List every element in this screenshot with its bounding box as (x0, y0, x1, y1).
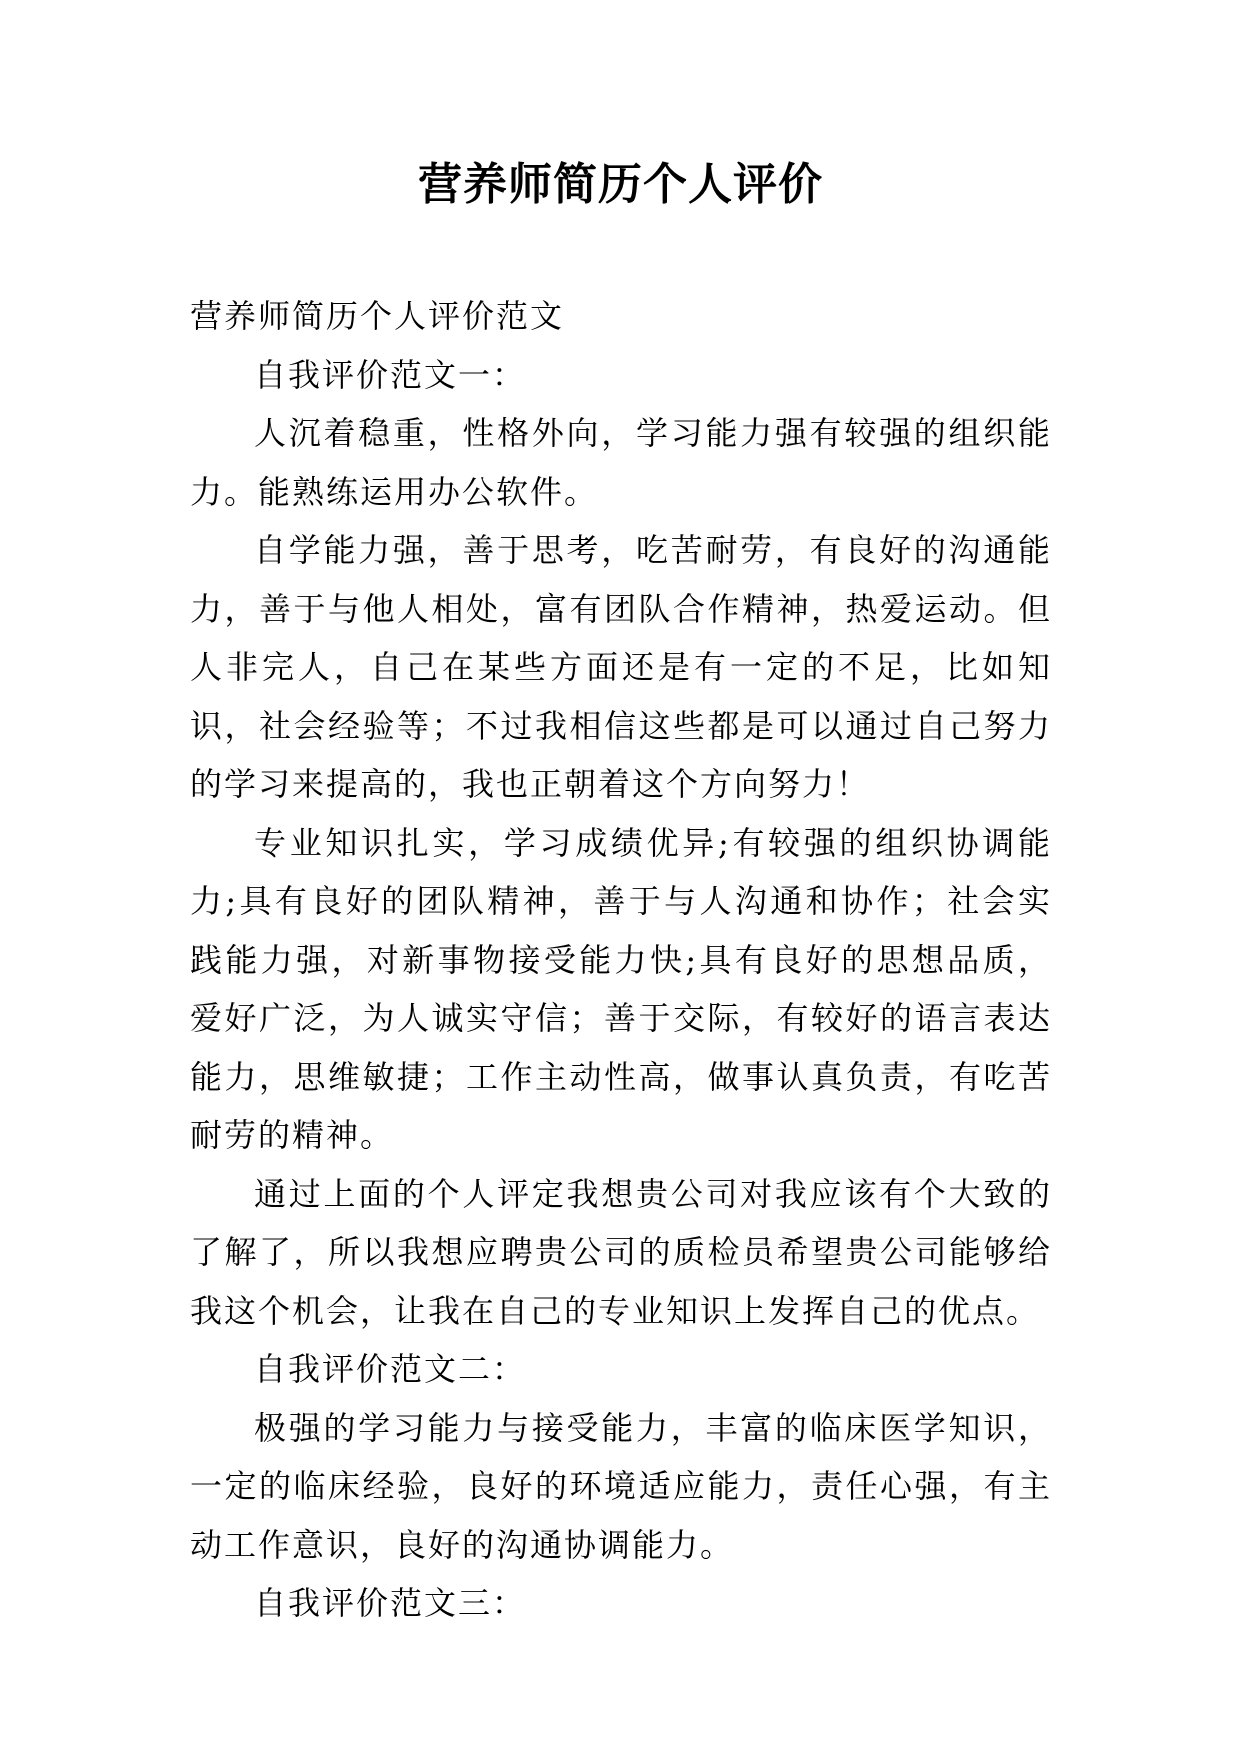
body-paragraph: 自学能力强，善于思考，吃苦耐劳，有良好的沟通能力，善于与他人相处，富有团队合作精神，热爱运动。但人非完人，自己在某些方面还是有一定的不足，比如知识，社会经验等；不过我相信这些都是可以通过自己努力的学习来提高的，我也正朝着这个方向努力！ (190, 531, 1052, 803)
section-heading-example-one: 自我评价范文一： (254, 355, 527, 394)
subtitle-paragraph: 营养师简历个人评价范文 (190, 297, 565, 335)
section-heading-example-two: 自我评价范文二： (254, 1350, 527, 1388)
body-paragraph: 通过上面的个人评定我想贵公司对我应该有个大致的了解了，所以我想应聘贵公司的质检员希望贵公司能够给我这个机会，让我在自己的专业知识上发挥自己的优点。 (190, 1174, 1052, 1330)
body-paragraph: 极强的学习能力与接受能力，丰富的临床医学知识，一定的临床经验，良好的环境适应能力，责任心强，有主动工作意识，良好的沟通协调能力。 (190, 1408, 1052, 1564)
document-title: 营养师简历个人评价 (418, 159, 823, 210)
body-paragraph: 专业知识扎实，学习成绩优异;有较强的组织协调能力;具有良好的团队精神，善于与人沟通和协作；社会实践能力强，对新事物接受能力快;具有良好的思想品质，爱好广泛，为人诚实守信；善于交际，有较好的语言表达能力，思维敏捷；工作主动性高，做事认真负责，有吃苦耐劳的精神。 (190, 823, 1052, 1154)
section-heading-example-three: 自我评价范文三： (254, 1584, 527, 1622)
body-paragraph: 人沉着稳重，性格外向，学习能力强有较强的组织能力。能熟练运用办公软件。 (190, 414, 1052, 511)
document-body (190, 287, 1052, 1633)
